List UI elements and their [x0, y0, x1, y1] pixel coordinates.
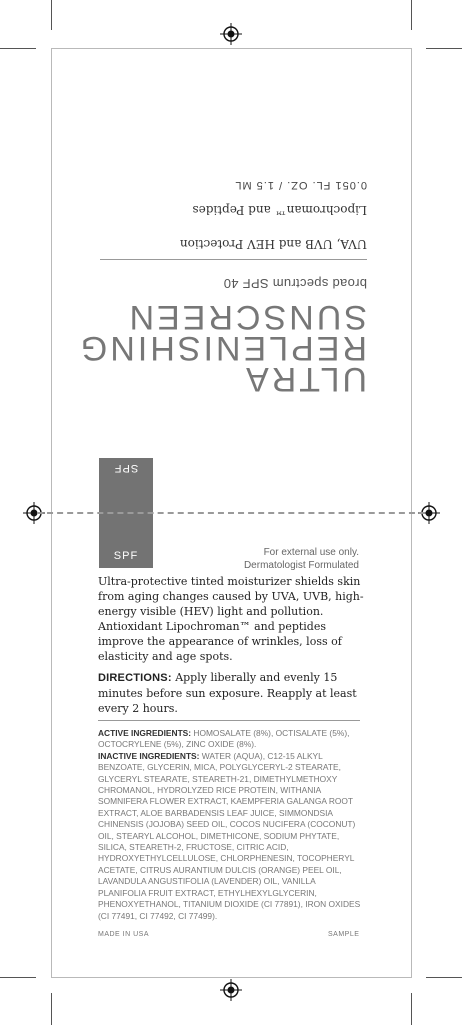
crop-mark-top-left-vertical: [51, 0, 52, 30]
title-line-2: REPLENISHING: [77, 329, 367, 367]
fold-line: [37, 512, 425, 514]
ingredients-divider: [98, 720, 360, 721]
crop-mark-top-left-horizontal: [0, 48, 36, 49]
spf-tab-top-label: SPF: [113, 462, 139, 474]
ingredients-block: [98, 728, 364, 922]
directions-label: DIRECTIONS:: [98, 672, 172, 684]
spf-tab-bottom-label: SPF: [113, 550, 139, 562]
volume-text: 0.051 FL. OZ. / 1.5 ML: [234, 179, 367, 191]
front-panel-rotated: [51, 110, 412, 400]
crop-mark-top-right-horizontal: [426, 48, 462, 49]
crop-mark-bottom-right-vertical: [411, 993, 412, 1025]
crop-mark-bottom-left-vertical: [51, 993, 52, 1025]
directions-block: [98, 670, 364, 716]
broad-spectrum-text: broad spectrum SPF 40: [223, 276, 367, 291]
registration-mark-top-icon: [220, 23, 242, 45]
crop-mark-bottom-right-horizontal: [426, 977, 462, 978]
crop-mark-top-right-vertical: [411, 0, 412, 30]
dermatologist-line: Dermatologist Formulated: [243, 560, 359, 571]
uva-protection-text: UVA, UVB and HEV Protection: [179, 237, 367, 251]
external-use-line: For external use only.: [263, 547, 359, 558]
registration-mark-bottom-icon: [220, 979, 242, 1001]
sample-label: SAMPLE: [328, 931, 360, 938]
directions-text: Apply liberally and evenly 15 minutes before sun exposure. Reapply at least every 2 hours.: [98, 671, 357, 715]
lipochroman-text: Lipochroman™ and Peptides: [192, 203, 367, 217]
active-ingredients-label: ACTIVE INGREDIENTS:: [98, 728, 192, 738]
active-ingredients-text: HOMOSALATE (8%), OCTISALATE (5%), OCTOCRYLENE (5%), ZINC OXIDE (8%).: [98, 728, 350, 750]
made-in-usa: MADE IN USA: [98, 931, 150, 938]
front-divider: [100, 259, 367, 260]
inactive-ingredients-label: INACTIVE INGREDIENTS:: [98, 750, 200, 761]
inactive-ingredients-text: WATER (AQUA), C12-15 ALKYL BENZOATE, GLYCERIN, MICA, POLYGLYCERYL-2 STEARATE, GLYCERYL STEARATE, STEARETH-21, DIMETHYLMETHOXY CHROMANOL, HYDROLYZED RICE PROTEIN, WITHANIA SOMNIFERA FLOWER EXTRACT, KAEMPFERIA GALANGA ROOT EXTRACT, ALOE BARBADENSIS LEAF JUICE, SIMMONDSIA CHINENSIS (JOJOBA) SEED OIL, COCOS NUCIFERA (COCONUT) OIL, STEARYL ALCOHOL, DIMETHICONE, SODIUM PHYTATE, SILICA, STEARETH-2, FRUCTOSE, CITRIC ACID, HYDROXYETHYLCELLULOSE, CHLORPHENESIN, TOCOPHERYL ACETATE, CITRUS AURANTIUM DULCIS (ORANGE) PEEL OIL, LAVANDULA ANGUSTIFOLIA (LAVENDER) OIL, VANILLA PLANIFOLIA FRUIT EXTRACT, ETHYLHEXYLGLYCERIN, PHENOXYETHANOL, TITANIUM DIOXIDE (CI 77891), IRON OXIDES (CI 77491, CI 77492, CI 77499).: [98, 750, 361, 921]
product-description: [98, 574, 364, 664]
title-line-3: SUNSCREEN: [126, 298, 367, 336]
crop-mark-bottom-left-horizontal: [0, 977, 36, 978]
description-text: Ultra-protective tinted moisturizer shields skin from aging changes caused by UVA, UVB, high-energy visible (HEV) light and pollution. Antioxidant Lipochroman™ and peptides improve the appearance of wrinkles, loss of elasticity and age spots.: [98, 575, 364, 663]
title-line-1: ULTRA: [243, 360, 367, 398]
front-panel-content: [77, 179, 367, 400]
external-use-notice: [244, 546, 359, 572]
